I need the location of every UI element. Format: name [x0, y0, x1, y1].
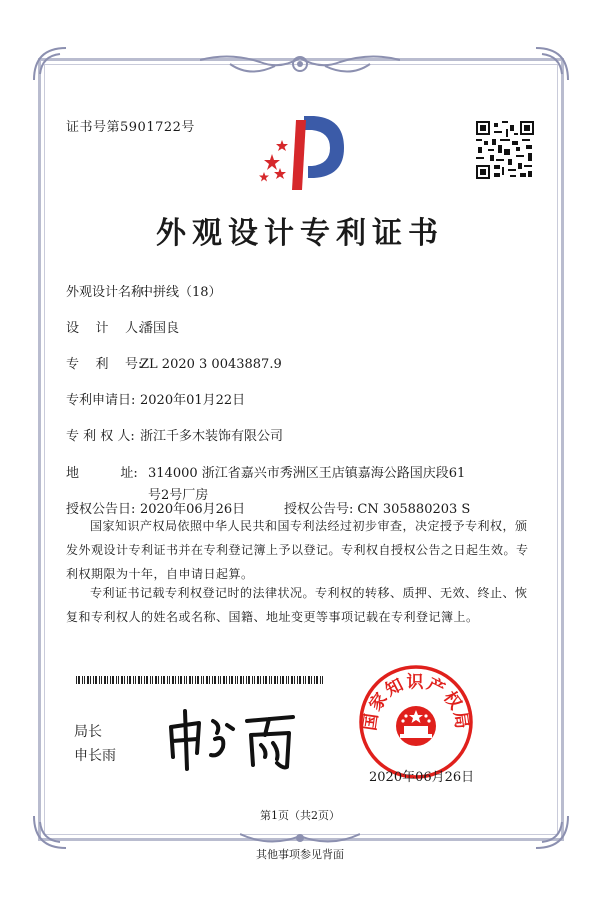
director-name: 申长雨: [74, 748, 116, 764]
field-label: 设 计 人:: [66, 321, 143, 336]
grant-paragraph: 国家知识产权局依照中华人民共和国专利法经过初步审查，决定授予专利权，颁发外观设计专利证书并在专利登记簿上予以登记。专利权自授权公告之日起生效。专利权期限为十年，自申请日起算。: [66, 519, 529, 581]
field-value: CN 305880203 S: [357, 502, 471, 517]
field-value: ZL 2020 3 0043887.9: [140, 357, 282, 372]
field-address-value: 314000 浙江省嘉兴市秀洲区王店镇嘉海公路国庆段61号2号厂房: [148, 466, 466, 503]
cnipa-logo-icon: [252, 110, 352, 192]
field-label: 外观设计名称:: [66, 285, 149, 300]
field-designer: [66, 318, 179, 340]
page-indicator: 第1页（共2页）: [260, 809, 340, 822]
national-emblem-icon: [396, 706, 436, 746]
field-label: 专 利 号:: [66, 357, 143, 372]
seal-date: 2020年06月26日: [369, 770, 475, 785]
svg-text:国家知识产权局: 国家知识产权局: [360, 672, 472, 732]
field-value: 中拼线（18）: [140, 285, 222, 300]
director-block: [74, 720, 116, 768]
field-design-name: [66, 282, 222, 304]
certificate-number: 证书号第5901722号: [66, 120, 195, 135]
back-note: 其他事项参见背面: [256, 848, 344, 861]
field-address-label: [66, 463, 140, 485]
qr-code-icon[interactable]: [476, 121, 534, 179]
field-patentee: [66, 426, 283, 448]
page-title: 外观设计专利证书: [156, 216, 444, 251]
official-seal: [356, 662, 476, 782]
director-title: 局长: [74, 724, 102, 740]
field-patent-number: [66, 354, 282, 376]
barcode: [76, 676, 326, 684]
field-label: 授权公告号:: [284, 502, 354, 517]
corner-ornament-top-right: [532, 44, 572, 84]
field-value: 2020年06月26日: [140, 502, 246, 517]
top-ornament: [200, 50, 400, 82]
corner-ornament-top-left: [30, 44, 70, 84]
field-label: 授权公告日:: [66, 502, 136, 517]
field-application-date: [66, 390, 245, 412]
field-value: 2020年01月22日: [140, 393, 246, 408]
field-label: 专利申请日:: [66, 393, 136, 408]
legal-status-paragraph: 专利证书记载专利权登记时的法律状况。专利权的转移、质押、无效、终止、恢复和专利权人的姓名或名称、国籍、地址变更等事项记载在专利登记簿上。: [66, 586, 528, 624]
director-signature: [165, 705, 305, 775]
field-value: 潘国良: [140, 321, 180, 336]
field-label: 地 址:: [66, 466, 138, 481]
field-label: 专 利 权 人:: [66, 429, 135, 444]
field-value: 浙江千多木装饰有限公司: [140, 429, 284, 444]
